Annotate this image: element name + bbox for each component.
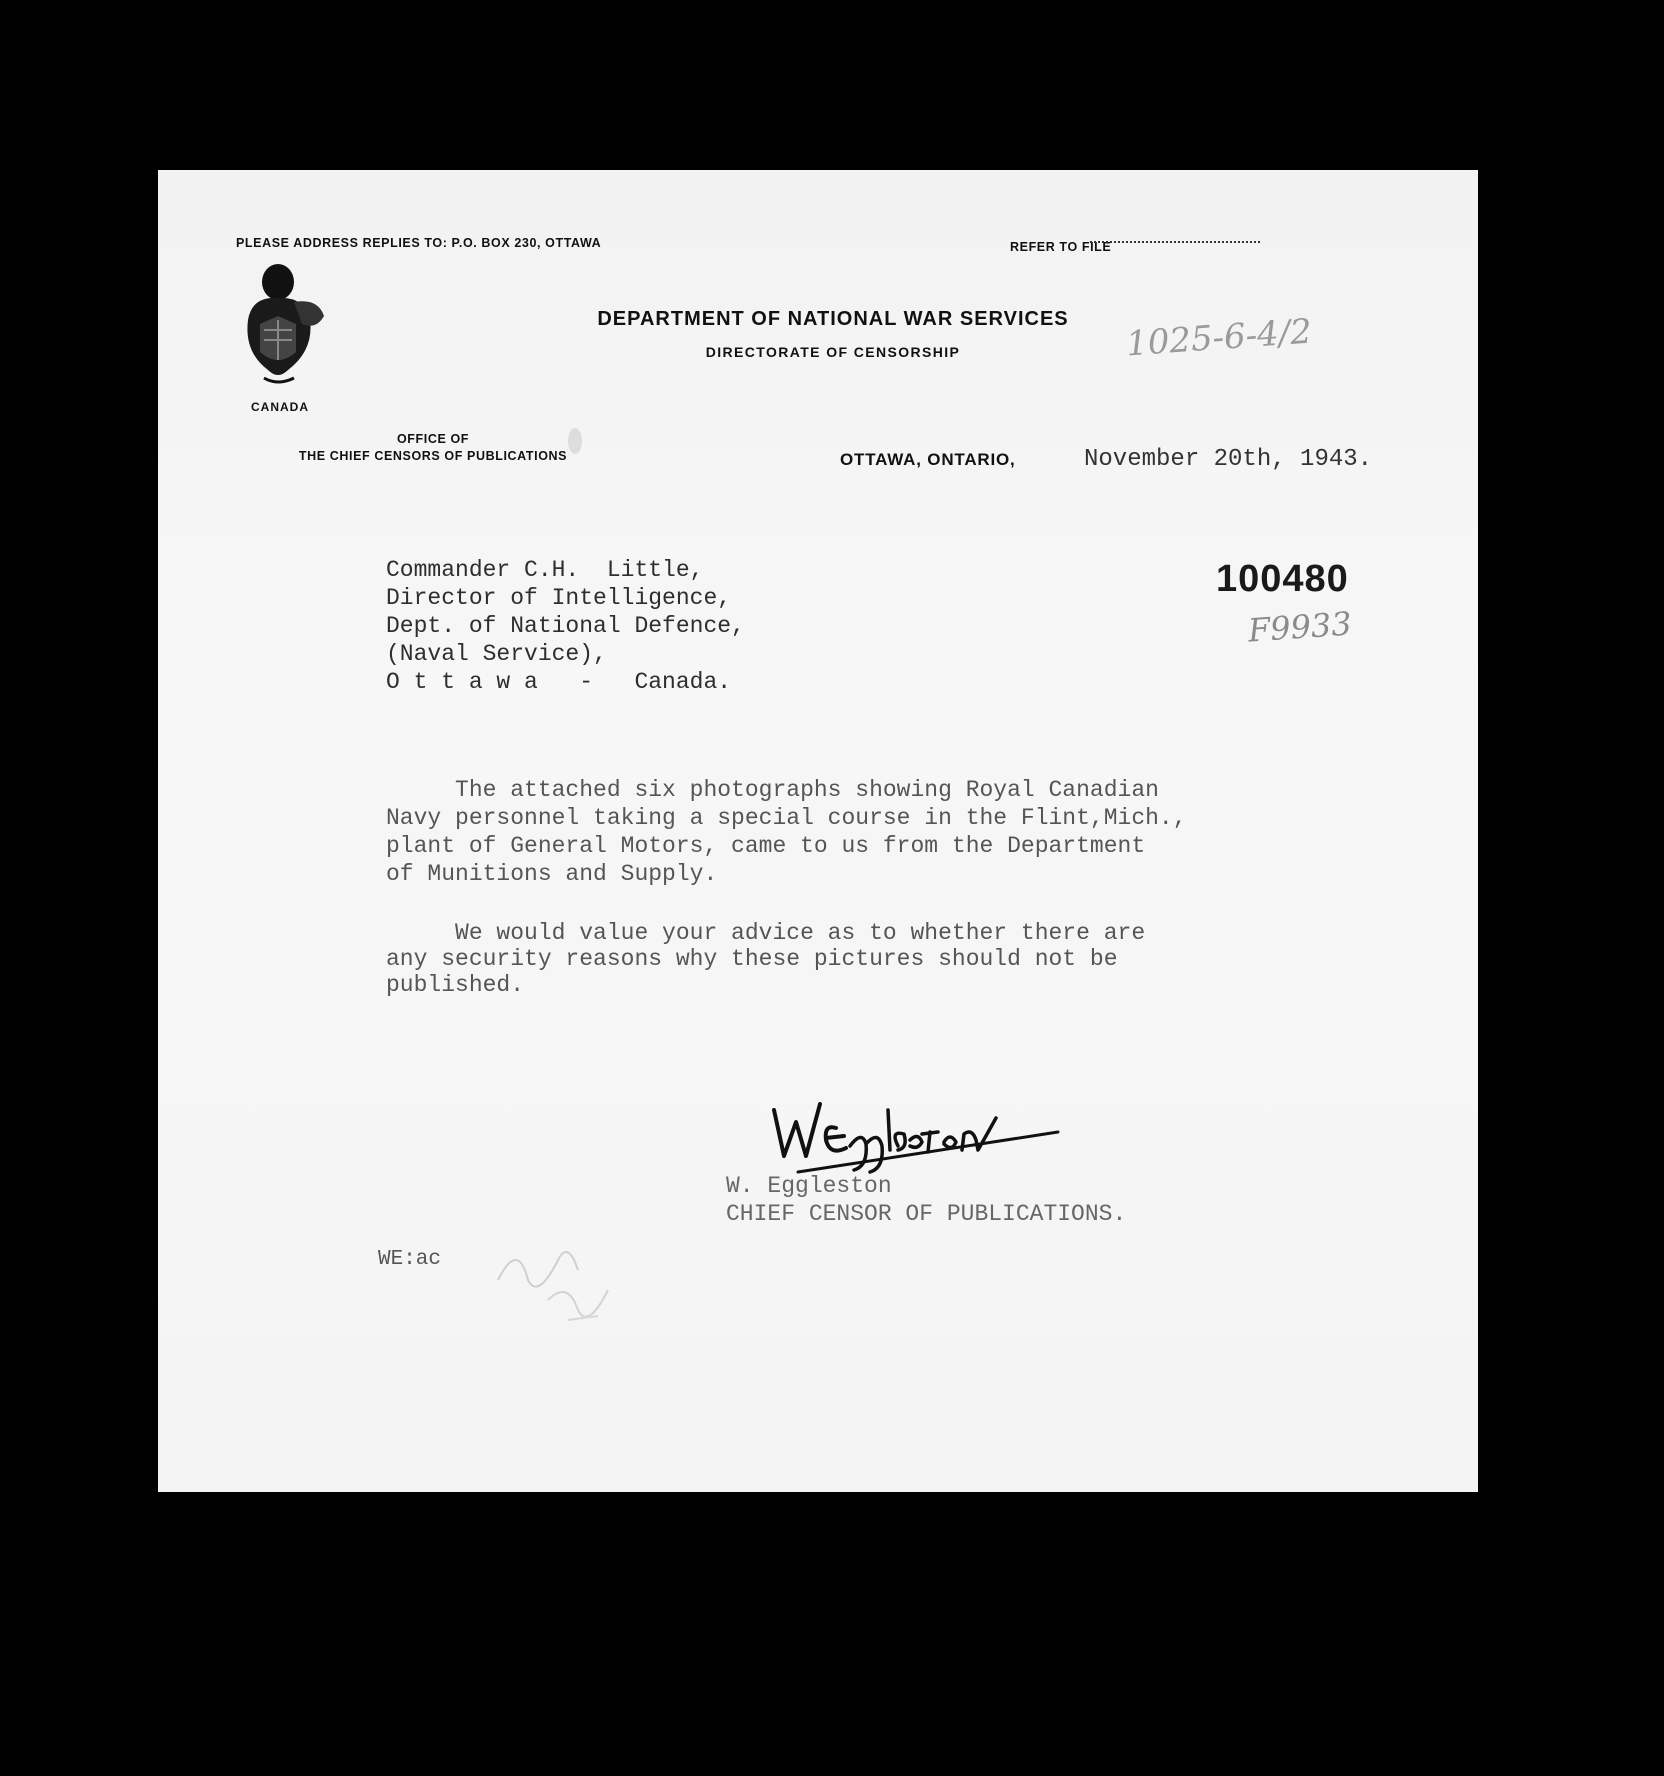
department-title: DEPARTMENT OF NATIONAL WAR SERVICES	[597, 308, 1069, 330]
refer-to-file-label: REFER TO FILE	[1010, 240, 1112, 254]
para1-line-2: Navy personnel taking a special course in the Flint,Mich.,	[386, 805, 1187, 831]
para1-line-3: plant of General Motors, came to us from the Department	[386, 833, 1146, 859]
body-paragraph-2	[386, 920, 1145, 998]
paper-speck	[568, 428, 582, 454]
para2-line-1: We would value your advice as to whether there are	[386, 920, 1146, 946]
recipient-line-5: O t t a w a - Canada.	[386, 669, 732, 695]
typist-initials: WE:ac	[378, 1248, 442, 1271]
canada-label: CANADA	[251, 400, 309, 414]
directorate-title: DIRECTORATE OF CENSORSHIP	[705, 344, 961, 360]
signatory-block	[726, 1172, 1126, 1228]
recipient-line-2: Director of Intelligence,	[386, 585, 732, 611]
para2-line-2: any security reasons why these pictures should not be	[386, 946, 1118, 972]
letter-date: November 20th, 1943.	[1084, 446, 1373, 473]
body-paragraph-1	[386, 776, 1187, 888]
office-line-2: THE CHIEF CENSORS OF PUBLICATIONS	[298, 449, 568, 463]
handwritten-stamp-sub: F9933	[1246, 604, 1353, 650]
coat-of-arms-icon	[238, 260, 334, 390]
place-label: OTTAWA, ONTARIO,	[840, 450, 1016, 469]
typed-name: W. Eggleston	[726, 1173, 892, 1199]
signatory-title: CHIEF CENSOR OF PUBLICATIONS.	[726, 1201, 1127, 1227]
stamp-number: 100480	[1216, 558, 1349, 600]
reply-address: PLEASE ADDRESS REPLIES TO: P.O. BOX 230, OTTAWA	[236, 236, 602, 250]
handwritten-file-number: 1025-6-4/2	[1124, 311, 1314, 365]
office-line-1: OFFICE OF	[396, 432, 470, 446]
refer-to-file-line	[1090, 241, 1260, 243]
recipient-line-3: Dept. of National Defence,	[386, 613, 745, 639]
letter-page	[158, 170, 1478, 1492]
para2-line-3: published.	[386, 972, 525, 998]
para1-line-4: of Munitions and Supply.	[386, 861, 718, 887]
recipient-line-1: Commander C.H. Little,	[386, 557, 704, 583]
recipient-line-4: (Naval Service),	[386, 641, 607, 667]
recipient-address	[386, 556, 745, 696]
para1-line-1: The attached six photographs showing Royal Canadian	[386, 777, 1159, 803]
handwritten-signature	[758, 1070, 1068, 1180]
pencil-annotation	[488, 1220, 638, 1340]
